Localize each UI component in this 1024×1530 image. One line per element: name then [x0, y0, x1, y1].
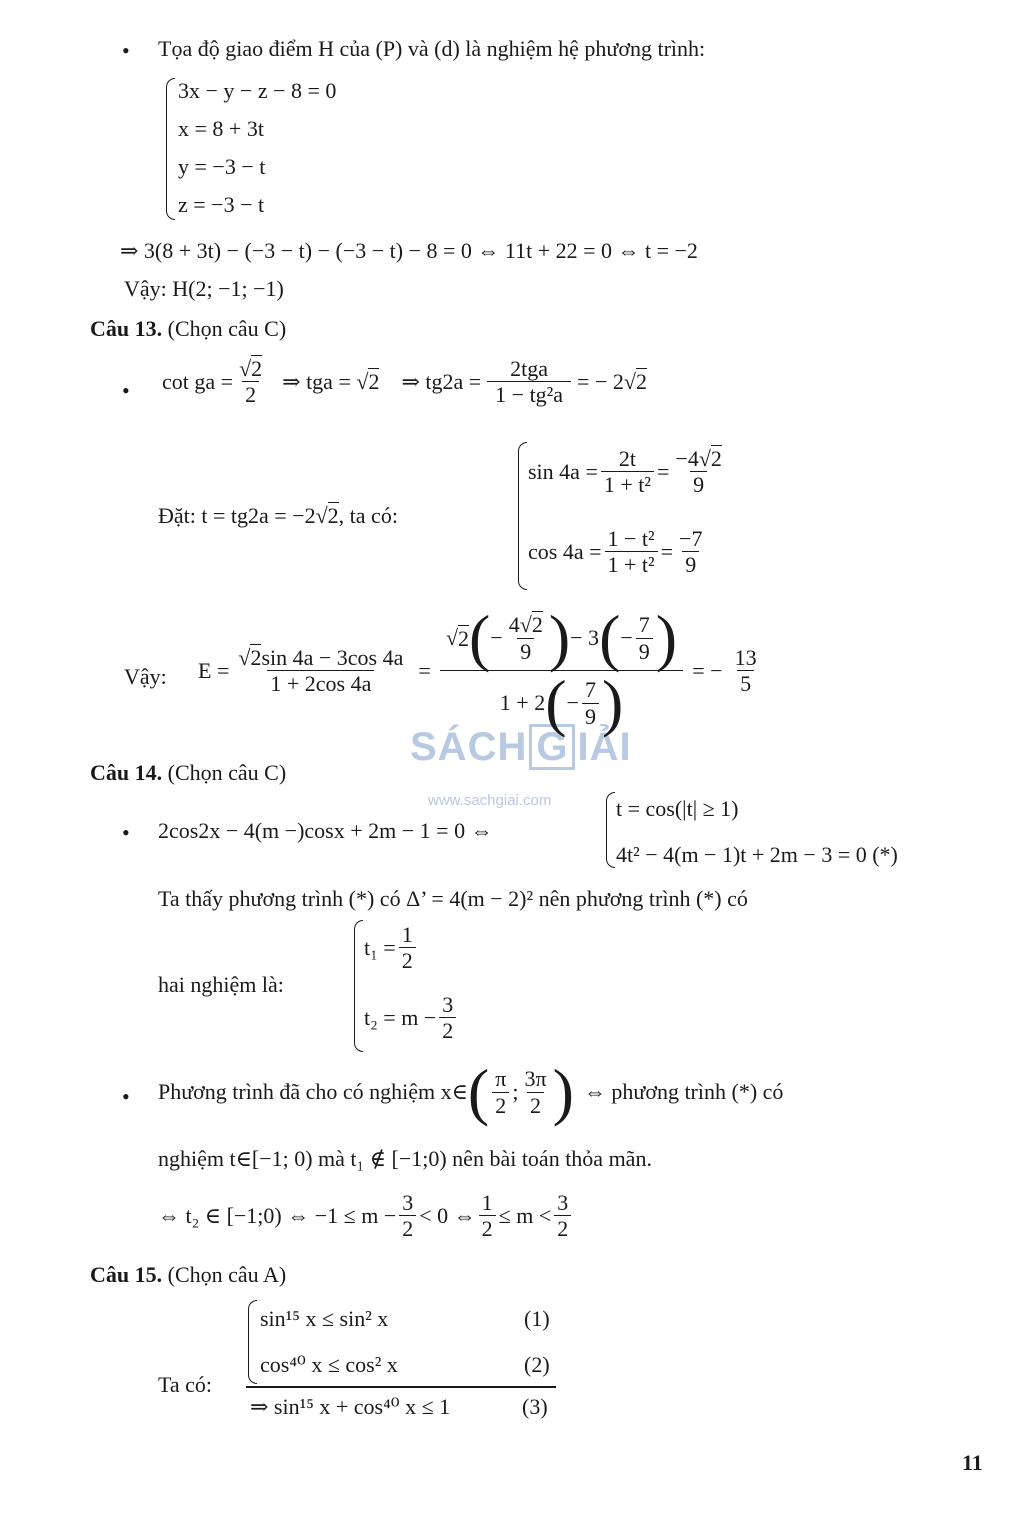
minus: −: [566, 690, 579, 716]
E-big-num: √ 2 ( − $\frac{4√2}{9}$ ) − 3 ( − $\frac{7}{9}$ ): [445, 602, 678, 673]
paren-right: ): [601, 667, 624, 738]
t1-den: 2: [399, 947, 416, 973]
sin-res-den: 9: [690, 471, 707, 497]
bullet-icon: •: [122, 378, 130, 403]
watermark-box: G: [529, 724, 575, 770]
paren-left: (: [599, 602, 621, 673]
E-lhs: E =: [198, 657, 230, 683]
cos-num: 1 − t²: [607, 526, 655, 551]
tg2a-den: 1 − tg²a: [487, 381, 571, 407]
t1-label: t₁ =: [364, 934, 396, 960]
E-num-text: sin 4a − 3cos 4a: [261, 644, 404, 670]
q15-l2: cos⁴⁰ x ≤ cos² x: [260, 1352, 398, 1377]
E-num: √2sin 4a − 3cos 4a: [238, 644, 404, 670]
sqrt-rad: 2: [635, 368, 647, 394]
q14-delta: Ta thấy phương trình (*) có Δ’ = 4(m − 2)² nên phương trình (*) có: [158, 886, 748, 911]
E-den-text: 1 + 2: [499, 690, 546, 716]
derivation: ⇒ 3(8 + 3t) − (−3 − t) − (−3 − t) − 8 = 0 ⇔ 11t + 22 = 0 ⇔ t = −2: [120, 238, 698, 263]
t2-frac: [439, 992, 456, 1044]
frac-den: 2: [399, 1215, 416, 1241]
dat-line: Đặt: t = tg2a = −2√2, ta có:: [158, 503, 398, 528]
tg2a-res-text: = − 2: [577, 368, 624, 394]
q14-two-roots: hai nghiệm là:: [158, 972, 284, 997]
paren-right: ): [548, 602, 571, 673]
q14-brace: [606, 792, 615, 868]
vay-label: Vậy:: [124, 664, 167, 689]
E-inner-num-3: 7: [584, 677, 596, 703]
3pi-frac: [521, 1066, 549, 1118]
q15-l3-num: (3): [522, 1394, 548, 1419]
E-big-den: [440, 667, 683, 738]
3pi-num: 3π: [524, 1066, 547, 1092]
sqrt-rad: 2: [458, 625, 470, 651]
sin-den: 1 + t²: [601, 471, 654, 497]
q15-l3: ⇒ sin¹⁵ x + cos⁴⁰ x ≤ 1: [250, 1394, 451, 1419]
q14-eq: 2cos2x − 4(m −)cosx + 2m − 1 = 0 ⇔: [158, 818, 493, 843]
E-res-frac: [732, 645, 760, 697]
tg2a-frac: [487, 356, 571, 408]
sin-line: [528, 446, 728, 498]
E-mid: − 3: [570, 625, 600, 651]
sqrt-rad: 2: [531, 612, 543, 638]
t1-frac: [399, 922, 416, 974]
system-eq-2: x = 8 + 3t: [178, 116, 264, 141]
cos-lhs: cos 4a =: [528, 538, 602, 564]
paren-left: (: [467, 1056, 490, 1127]
cos-line: [528, 526, 708, 578]
b2-line3-b: < 0 ⇔: [419, 1202, 476, 1228]
t2-den: 2: [439, 1017, 456, 1043]
q15-choice: (Chọn câu A): [167, 1262, 287, 1287]
q14-heading: [90, 760, 286, 786]
sin-frac: [601, 446, 654, 498]
conclusion: Vậy: H(2; −1; −1): [124, 276, 284, 301]
frac-num: 3: [402, 1190, 414, 1215]
sqrt-rad: 2: [250, 644, 262, 670]
E-inner-frac-1: [506, 612, 546, 664]
frac-3-2: [554, 1190, 571, 1242]
q15-heading: [90, 1262, 286, 1288]
eq-sign: = −: [692, 657, 723, 683]
q13-choice: (Chọn câu C): [167, 316, 287, 341]
eq-sign: =: [656, 458, 670, 484]
intro-line: Tọa độ giao điểm H của (P) và (d) là nghiệm hệ phương trình:: [158, 36, 706, 61]
E-inner-frac-2: [636, 612, 653, 664]
paren-left: (: [545, 667, 567, 738]
page-number: 11: [962, 1450, 983, 1475]
q15-title: Câu 15.: [90, 1262, 163, 1287]
cos-res-den: 9: [682, 551, 699, 577]
four: 4: [508, 612, 520, 638]
watermark-brand-left: SÁCH: [410, 725, 528, 769]
frac-num: 3: [557, 1190, 569, 1215]
q15-taco: Ta có:: [158, 1372, 213, 1397]
dat-tail: , ta có:: [338, 503, 398, 528]
frac-num: 1: [481, 1190, 493, 1215]
b2-line3-a: ⇔ t₂ ∈ [−1;0) ⇔ −1 ≤ m −: [158, 1202, 397, 1228]
frac-1-2: [479, 1190, 496, 1242]
sin-res-frac: [672, 446, 725, 498]
cos-den: 1 + t²: [605, 551, 658, 577]
frac-den: 2: [479, 1215, 496, 1241]
minus: −: [620, 625, 633, 651]
pi-frac: [492, 1066, 509, 1118]
q15-l1-num: (1): [524, 1306, 550, 1331]
frac-den: 2: [554, 1215, 571, 1241]
roots-brace: [354, 920, 363, 1052]
t2-num: 3: [442, 992, 454, 1017]
system-eq-3: y = −3 − t: [178, 154, 266, 179]
dat-text: Đặt: t = tg2a = −2: [158, 503, 316, 528]
q14-b2-line2: nghiệm t∈[−1; 0) mà t₁ ∉ [−1;0) nên bài toán thỏa mãn.: [158, 1146, 652, 1171]
tg2a-result: = − 2√2: [577, 368, 647, 394]
b2-line3-c: ≤ m <: [498, 1202, 552, 1228]
q14-b2-line1: [158, 1056, 784, 1127]
E-inner-den-3: 9: [582, 703, 599, 729]
q14-sys1: t = cos(|t| ≥ 1): [616, 796, 739, 821]
minus: −: [490, 625, 503, 651]
sin-res-num-text: −4: [675, 446, 699, 471]
E-inner-den-1: 9: [517, 638, 534, 664]
q14-b2-line3: [158, 1190, 574, 1242]
q13-title: Câu 13.: [90, 316, 163, 341]
t2-label: t₂ = m −: [364, 1004, 437, 1030]
cot-frac-num: √2: [239, 356, 263, 381]
E-inner-num-2: 7: [638, 612, 650, 638]
sqrt-rad: 2: [710, 446, 722, 471]
sqrt-rad: 2: [251, 356, 263, 381]
cos-res-num: −7: [679, 526, 703, 551]
paren-left: (: [469, 602, 491, 673]
q14-choice: (Chọn câu C): [167, 760, 287, 785]
tg2a-lhs: ⇒ tg2a =: [401, 368, 482, 394]
eq-sign: =: [418, 657, 431, 683]
bullet-icon: •: [122, 820, 130, 845]
watermark-url: www.sachgiai.com: [428, 792, 552, 809]
q14-title: Câu 14.: [90, 760, 163, 785]
sqrt-rad: 2: [368, 368, 380, 394]
pi-num: π: [495, 1066, 507, 1092]
3pi-den: 2: [527, 1092, 544, 1118]
sqrt-rad: 2: [327, 503, 339, 528]
q15-rule: [246, 1386, 556, 1388]
q15-l1: sin¹⁵ x ≤ sin² x: [260, 1306, 389, 1331]
t1-line: [364, 922, 419, 974]
cos-frac: [605, 526, 658, 578]
E-inner-den-2: 9: [636, 638, 653, 664]
system-brace: [166, 78, 175, 220]
semicolon: ;: [512, 1079, 519, 1104]
sin-num: 2t: [618, 446, 636, 471]
q15-brace: [248, 1300, 257, 1384]
q13-line1: [162, 356, 647, 408]
b2-text-b: ⇔ phương trình (*) có: [583, 1079, 784, 1104]
sin-res-num: −4√2: [675, 446, 722, 471]
cot-frac-den: 2: [242, 381, 259, 407]
E-inner-num-1: 4√2: [508, 612, 543, 638]
cot-lhs: cot ga =: [162, 368, 234, 394]
t2-line: [364, 992, 459, 1044]
q14-sys2: 4t² − 4(m − 1)t + 2m − 3 = 0 (*): [616, 842, 898, 867]
sincos-brace: [518, 442, 527, 590]
b2-text-a: Phương trình đã cho có nghiệm x∈: [158, 1079, 468, 1104]
system-eq-4: z = −3 − t: [178, 192, 265, 217]
bullet-icon: •: [122, 1084, 130, 1109]
tg2a-num: 2tga: [510, 356, 549, 381]
frac-3-2: [399, 1190, 416, 1242]
paren-right: ): [552, 1056, 574, 1127]
E-res-num: 13: [734, 644, 757, 670]
E-inner-frac-3: [582, 677, 599, 729]
t1-num: 1: [401, 922, 413, 947]
E-big-frac: [440, 602, 683, 738]
cos-res-frac: [676, 526, 705, 578]
system-eq-1: 3x − y − z − 8 = 0: [178, 78, 337, 103]
E-frac: [232, 645, 409, 697]
cot-frac: [236, 356, 265, 408]
E-res-den: 5: [737, 670, 754, 696]
E-expression: [198, 602, 763, 738]
q15-l2-num: (2): [524, 1352, 550, 1377]
watermark-brand-right: IẢI: [577, 725, 632, 769]
q13-heading: [90, 316, 286, 342]
bullet-icon: •: [122, 38, 130, 63]
sin-lhs: sin 4a =: [528, 458, 598, 484]
pi-den: 2: [492, 1092, 509, 1118]
tga-text: ⇒ tga =: [282, 368, 357, 394]
paren-right: ): [655, 602, 678, 673]
eq-sign: =: [660, 538, 674, 564]
E-den: 1 + 2cos 4a: [267, 670, 374, 696]
tga-arrow: ⇒ tga = √2: [282, 368, 380, 394]
